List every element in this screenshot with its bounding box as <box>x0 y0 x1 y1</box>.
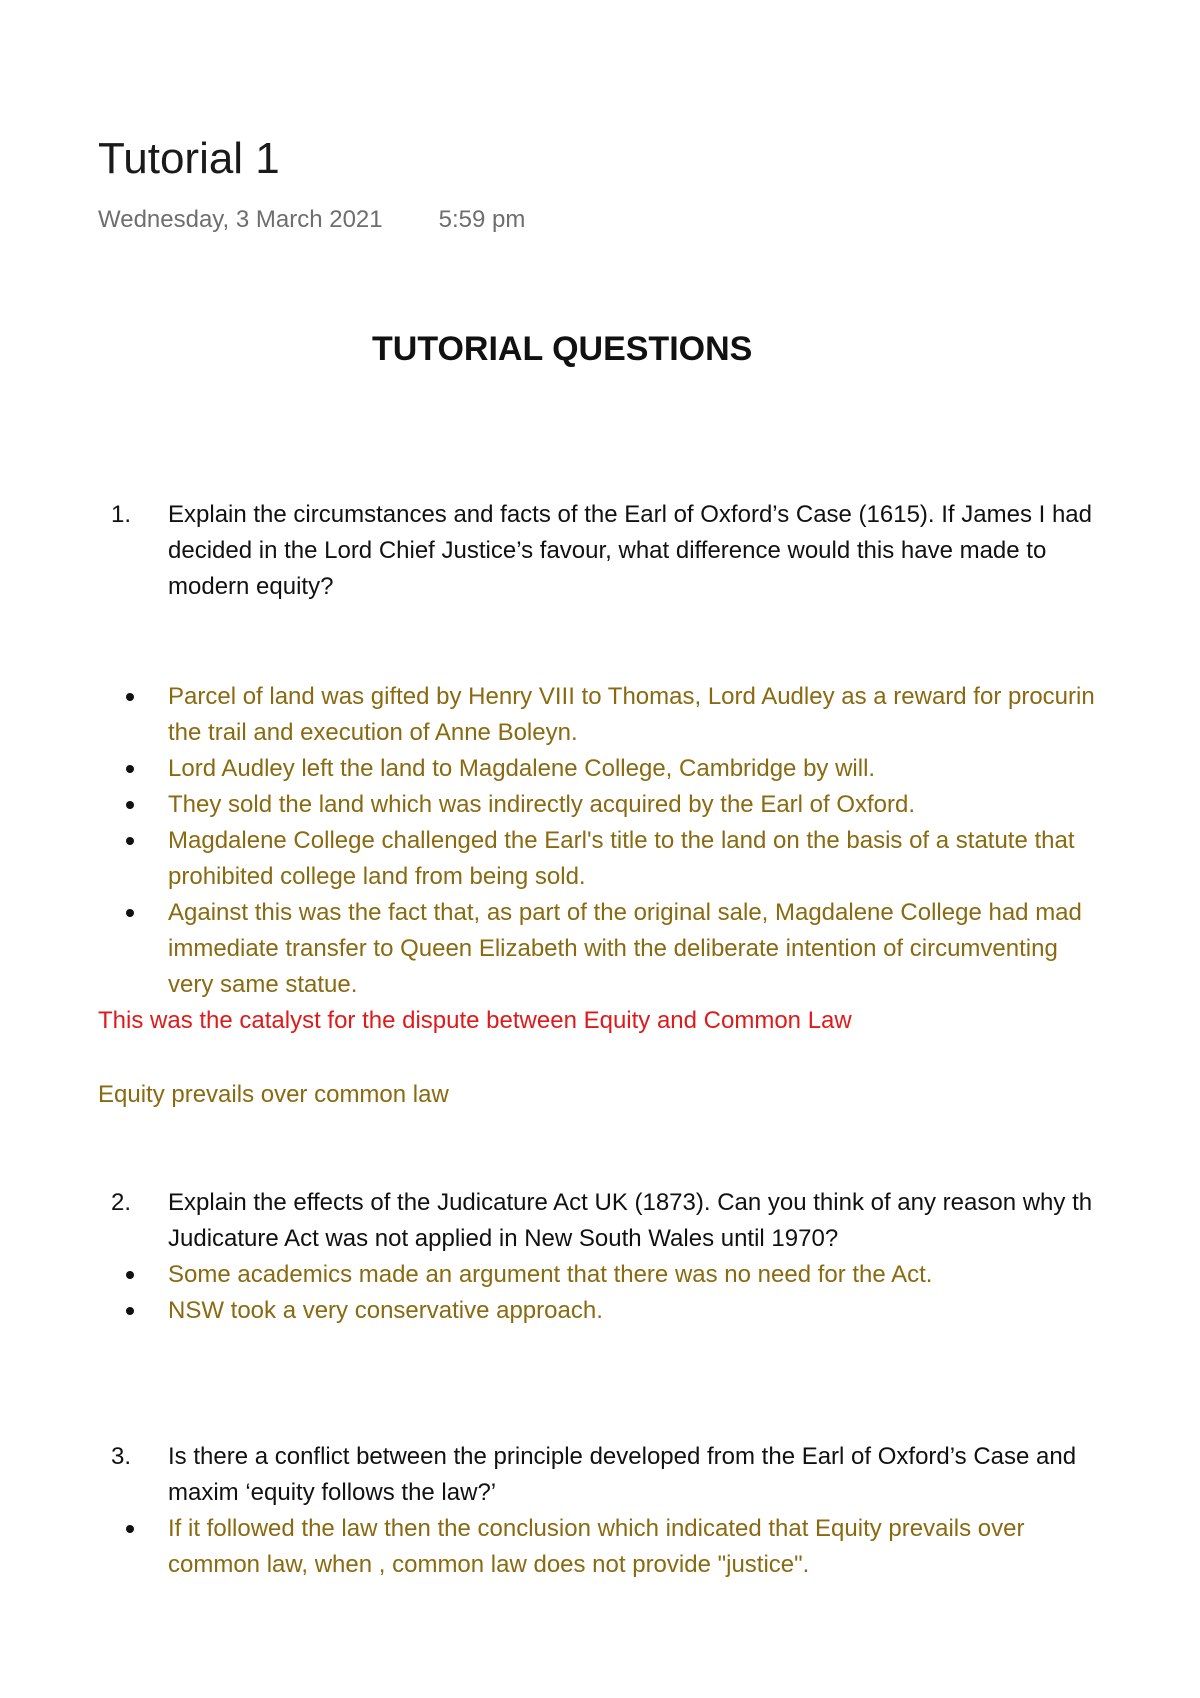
bullet-icon <box>126 1525 134 1533</box>
answer-text-line: Against this was the fact that, as part of the original sale, Magdalene College had mad <box>168 899 1082 926</box>
bullet-icon <box>126 801 134 809</box>
answer-text-line: Parcel of land was gifted by Henry VIII to Thomas, Lord Audley as a reward for procurin <box>168 683 1095 710</box>
highlighted-note: This was the catalyst for the dispute between Equity and Common Law <box>98 1007 852 1034</box>
page-title: Tutorial 1 <box>98 134 280 183</box>
answer-text-line: NSW took a very conservative approach. <box>168 1297 603 1324</box>
answer-text-line: common law, when , common law does not provide "justice". <box>168 1551 810 1578</box>
question-text-line: Is there a conflict between the principle developed from the Earl of Oxford’s Case and <box>168 1443 1077 1470</box>
page-time: 5:59 pm <box>438 206 526 233</box>
bullet-icon <box>126 765 134 773</box>
answer-text-line: They sold the land which was indirectly acquired by the Earl of Oxford. <box>168 791 916 818</box>
section-heading: TUTORIAL QUESTIONS <box>372 330 753 368</box>
question-text-line: Explain the circumstances and facts of the Earl of Oxford’s Case (1615). If James I had <box>168 501 1092 528</box>
question-text-line: decided in the Lord Chief Justice’s favour, what difference would this have made to <box>168 537 1047 564</box>
answer-text-line: Magdalene College challenged the Earl's title to the land on the basis of a statute that <box>168 827 1075 854</box>
answer-text-line: Lord Audley left the land to Magdalene College, Cambridge by will. <box>168 755 876 782</box>
question-text-line: Judicature Act was not applied in New South Wales until 1970? <box>168 1225 839 1252</box>
answer-note: Equity prevails over common law <box>98 1081 449 1108</box>
page-metadata <box>98 206 525 234</box>
answer-text-line: very same statue. <box>168 971 358 998</box>
bullet-icon <box>126 837 134 845</box>
answer-text-line: the trail and execution of Anne Boleyn. <box>168 719 578 746</box>
question-number: 1. <box>111 501 132 528</box>
answer-text-line: prohibited college land from being sold. <box>168 863 586 890</box>
bullet-icon <box>126 1271 134 1279</box>
question-text-line: modern equity? <box>168 573 334 600</box>
bullet-icon <box>126 693 134 701</box>
bullet-icon <box>126 909 134 917</box>
question-number: 2. <box>111 1189 132 1216</box>
question-number: 3. <box>111 1443 132 1470</box>
page-date: Wednesday, 3 March 2021 <box>98 206 383 233</box>
bullet-icon <box>126 1307 134 1315</box>
answer-text-line: If it followed the law then the conclusion which indicated that Equity prevails over <box>168 1515 1025 1542</box>
answer-text-line: immediate transfer to Queen Elizabeth with the deliberate intention of circumventing <box>168 935 1058 962</box>
answer-text-line: Some academics made an argument that there was no need for the Act. <box>168 1261 933 1288</box>
question-text-line: maxim ‘equity follows the law?’ <box>168 1479 497 1506</box>
question-text-line: Explain the effects of the Judicature Act UK (1873). Can you think of any reason why th <box>168 1189 1093 1216</box>
